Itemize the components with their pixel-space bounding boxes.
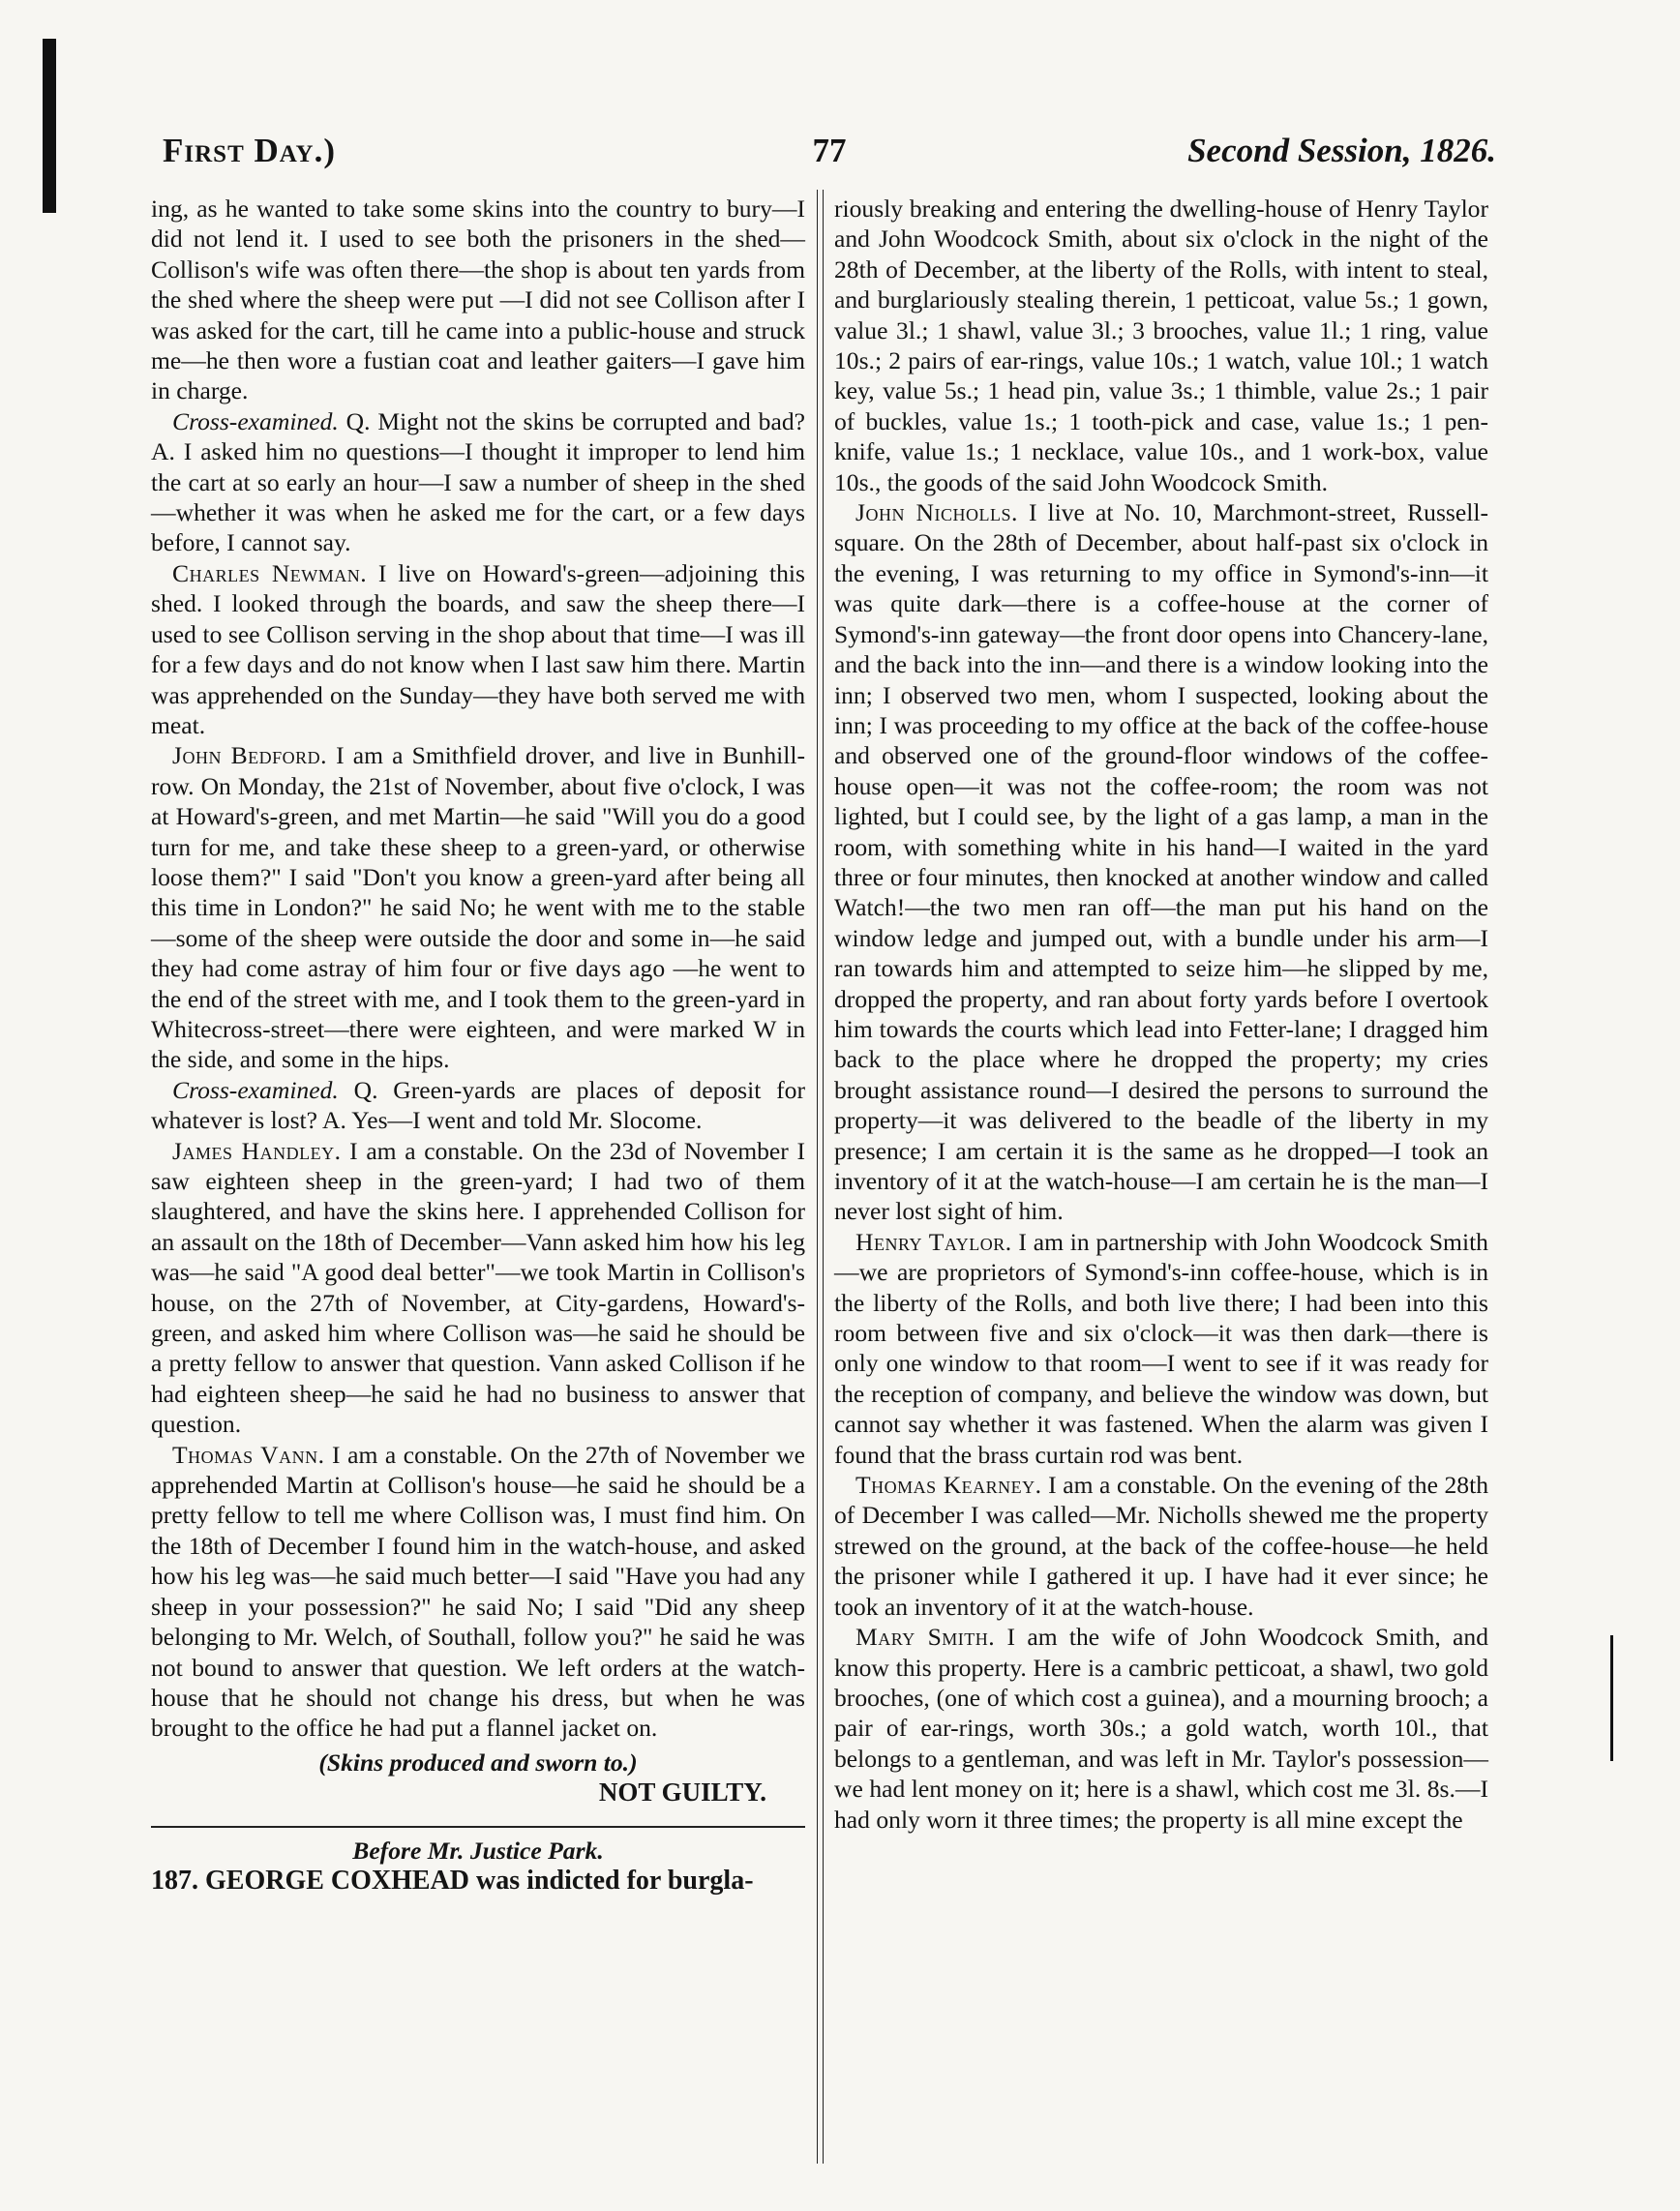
right-column [834,194,1488,2167]
witness-name: Mary Smith. [855,1623,996,1652]
running-header [163,132,1496,180]
witness-name: Thomas Vann. [172,1440,325,1469]
paragraph-text: I am a Smithfield drover, and live in Bunhill-row. On Monday, the 21st of November, about five o'clock, I was at Howard's-green, and met Martin—he said "Will you do a good turn for me, and take these sheep to a green-yard, or otherwise loose them?" I said "Don't you know a green-yard after being all this time in London?" he said No; he went with me to the stable—some of the sheep were outside the door and some in—he said they had come astray of him four or five days ago —he went to the end of the street with me, and I took them to the green-yard in Whitecross-street—there were eighteen, and were marked W in the side, and some in the hips. [151,741,805,1074]
page-number: 77 [812,132,847,169]
paragraph-text: I am a constable. On the 23d of November I saw eighteen sheep in the green-yard; I had two of them slaughtered, and have the skins here. I apprehended Collison for an assault on the 18th of December—Vann asked him how his leg was—he said "A good deal better"—we took Martin in Collison's house, on the 27th of November, at City-gardens, Howard's-green, and asked him where Collison was—he said he should be a pretty fellow to answer that question. Vann asked Collison if he had eighteen sheep—he said he had no business to answer that question. [151,1136,805,1439]
witness-name: Charles Newman. [172,558,368,587]
witness-name: John Nicholls. [855,498,1018,527]
judge-heading: Before Mr. Justice Park. [352,1836,604,1865]
section-rule [151,1826,805,1828]
column-divider [817,190,824,2164]
paragraph: riously breaking and entering the dwelling-house of Henry Taylor and John Woodcock Smith, about six o'clock in the night of the 28th of December, at the liberty of the Rolls, with intent to steal, and burglariously stealing therein, 1 petticoat, value 5s.; 1 gown, value 3l.; 1 shawl, value 3l.; 3 brooches, value 1l.; 1 ring, value 10s.; 2 pairs of ear-rings, value 10s.; 1 watch, value 10l.; 1 watch key, value 5s.; 1 head pin, value 3s.; 1 thimble, value 2s.; 1 pair of buckles, value 1s.; 1 tooth-pick and case, value 1s.; 1 pen-knife, value 1s.; 1 necklace, value 10s., and 1 work-box, value 10s., the goods of the said John Woodcock Smith. [834,194,1488,496]
witness-name: Henry Taylor. [855,1227,1012,1256]
indictment: 187. GEORGE COXHEAD was indicted for burgla- [151,1865,754,1896]
paragraph [151,406,805,558]
paragraph [151,1075,805,1136]
left-column [151,194,805,2167]
scan-edge-mark [43,39,56,213]
cross-examined-label: Cross-examined. [172,1075,339,1104]
paragraph: ing, as he wanted to take some skins into the country to bury—I did not lend it. I used to see both the prisoners in the shed—Collison's wife was often there—the shop is about ten yards from the shed where the sheep were put —I did not see Collison after I was asked for the cart, till he came into a public-house and struck me—he then wore a fustian coat and leather gaiters—I gave him in charge. [151,194,805,405]
stage-direction: (Skins produced and sworn to.) [318,1748,638,1777]
witness-name: Thomas Kearney. [855,1471,1042,1500]
paragraph [834,497,1488,1227]
paragraph [151,1440,805,1744]
paragraph-text: I live on Howard's-green—adjoining this shed. I looked through the boards, and saw the sheep there—I used to see Collison serving in the shop about that time—I was ill for a few days and do not know when I last saw him there. Martin was apprehended on the Sunday—they have both served me with meat. [151,558,806,739]
header-left: First Day.) [163,132,336,169]
paragraph-text: I am in partnership with John Woodcock Smith—we are proprietors of Symond's-inn coffee-house, which is in the liberty of the Rolls, and both live there; I had been into this room between five and six o'clock—it was then dark—there is only one window to that room—I went to see if it was ready for the reception of company, and believe the window was down, but cannot say whether it was fastened. When the alarm was given I found that the brass curtain rod was bent. [834,1227,1488,1469]
paragraph-text: I live at No. 10, Marchmont-street, Russell-square. On the 28th of December, about half-past six o'clock in the evening, I was returning to my office in Symond's-inn—it was quite dark—there is a coffee-house at the corner of Symond's-inn gateway—the front door opens into Chancery-lane, and the back into the inn—and there is a window looking into the inn; I observed two men, whom I suspected, looking about the inn; I was proceeding to my office at the back of the coffee-house and observed one of the ground-floor windows of the coffee-house open—it was not the coffee-room; the room was not lighted, but I could see, by the light of a gas lamp, a man in the room, with something white in his hand—I waited in the yard three or four minutes, then knocked at another window and called Watch!—the two men ran off—the man put his hand on the window ledge and jumped out, with a bundle under his arm—I ran towards him and attempted to seize him—he slipped by me, dropped the property, and ran about forty yards before I overtook him towards the courts which lead into Fetter-lane; I dragged him back to the place where he dropped the property; my cries brought assistance round—I desired the persons to surround the property—it was delivered to the beadle of the liberty in my presence; I am certain it is the same as he dropped—I took an inventory of it at the watch-house—I am certain he is the man—I never lost sight of him. [834,498,1488,1226]
paragraph [834,1227,1488,1470]
paragraph [151,740,805,1074]
paragraph-text: Q. Might not the skins be corrupted and bad? A. I asked him no questions—I thought it improper to lend him the cart at so early an hour—I saw a number of sheep in the shed—whether it was when he asked me for the cart, or a few days before, I cannot say. [151,406,805,557]
cross-examined-label: Cross-examined. [172,406,339,435]
paragraph-text: I am the wife of John Woodcock Smith, and know this property. Here is a cambric petticoat, a shawl, two gold brooches, (one of which cost a guinea), and a mourning brooch; a pair of ear-rings, worth 30s.; a gold watch, worth 10l., that belongs to a gentleman, and was left in Mr. Taylor's possession—we had lent money on it; here is a shawl, which cost me 3l. 8s.—I had only worn it three times; the property is all mine except the [834,1623,1488,1834]
paragraph-text: Q. Green-yards are places of deposit for whatever is lost? A. Yes—I went and told Mr. Slocome. [151,1075,805,1135]
paragraph-text: I am a constable. On the evening of the 28th of December I was called—Mr. Nicholls shewed me the property strewed on the ground, at the back of the coffee-house—he held the prisoner while I gathered it up. I have had it ever since; he took an inventory of it at the watch-house. [834,1471,1488,1621]
scan-edge-mark [1610,1635,1613,1761]
paragraph [834,1622,1488,1835]
witness-name: James Handley. [172,1136,342,1165]
paragraph [151,558,805,740]
header-right: Second Session, 1826. [1187,132,1496,169]
paragraph [151,1136,805,1440]
verdict: NOT GUILTY. [598,1778,766,1808]
paragraph-text: I am a constable. On the 27th of November we apprehended Martin at Collison's house—he said he should be a pretty fellow to tell me where Collison was, I must find him. On the 18th of December I found him in the watch-house, and asked how his leg was—he said much better—I said "Have you had any sheep in your possession?" he said No; I said "Did any sheep belonging to Mr. Welch, of Southall, follow you?" he said he was not bound to answer that question. We left orders at the watch-house that he should not change his dress, but when he was brought to the office he had put a flannel jacket on. [151,1440,805,1743]
witness-name: John Bedford. [172,741,328,770]
paragraph [834,1470,1488,1622]
